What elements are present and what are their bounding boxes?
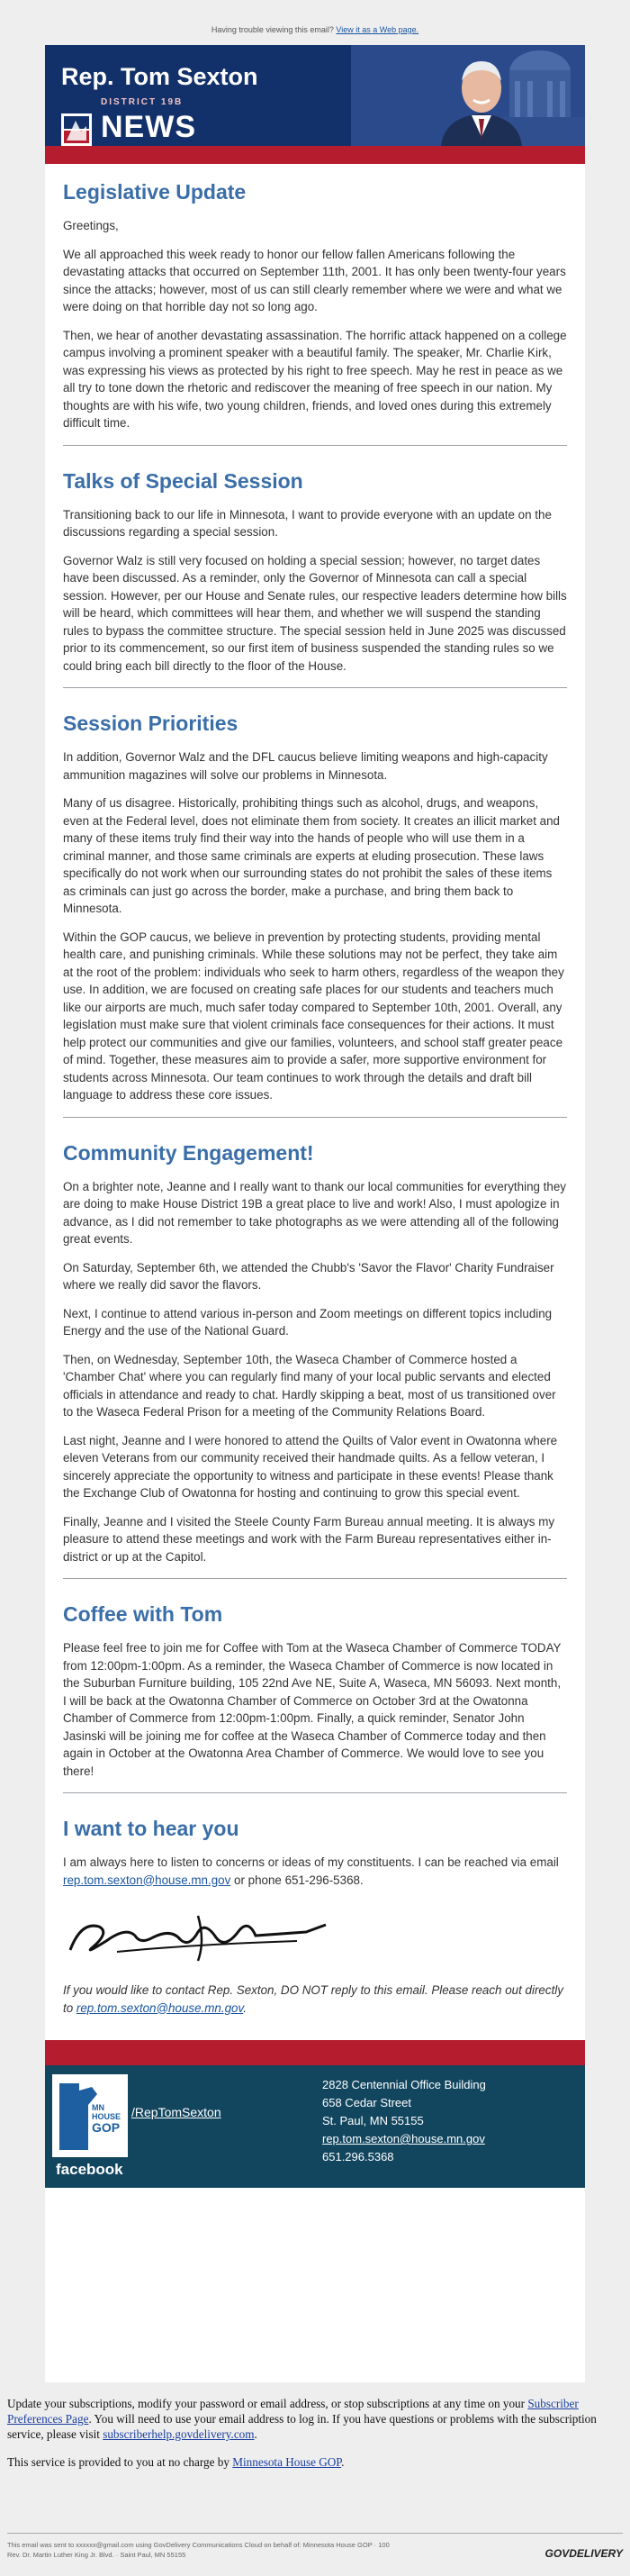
web-version-note: [0, 0, 630, 41]
fine-print-line: Rev. Dr. Martin Luther King Jr. Blvd. · Saint Paul, MN 55155: [7, 2551, 186, 2559]
paragraph: In addition, Governor Walz and the DFL caucus believe limiting weapons and high-capacity ammunition magazines will solve our problems in Minnesota.: [63, 750, 548, 782]
gop-logo-text: HOUSE: [92, 2112, 122, 2121]
subscription-text-part: .: [254, 2427, 257, 2441]
rep-portrait: [432, 50, 531, 146]
paragraph: Then, on Wednesday, September 10th, the Waseca Chamber of Commerce hosted a 'Chamber Chat' where you can regularly find many of your local public servants and elected officials in attendance and ready to chat. Hardly skipping a beat, most of us transitioned over to the Waseca Federal Prison for a meeting of the Community Relations Board.: [63, 1352, 556, 1419]
subscription-text-part: . You will need to use your email address to log in. If you have questions or problems with the subscription service, please visit: [7, 2412, 597, 2441]
subscription-footer: [0, 2396, 630, 2482]
subscription-text: [7, 2396, 623, 2442]
paragraph: Within the GOP caucus, we believe in prevention by protecting students, providing mental health care, and punishing criminals. While these solutions may not be perfect, they take aim at the root of the problem: individuals who seek to harm others, regardless of the weapon they use. In addition, we are focused on creating safe places for our students and teachers much like our airports are much, much safer today compared to September 10th, 2001. Overall, any legislation must make sure that violent criminals face consequences for their actions. It must help protect our communities and give our families, volunteers, and school staff greater peace of mind. Together, these measures aim to provide a safer, more supportive environment for students across Minnesota. Our team continues to work through the details and draft bill language to address these core issues.: [63, 930, 564, 1102]
footer-phone: 651.296.5368: [322, 2150, 394, 2163]
section-title: Talks of Special Session: [63, 468, 303, 493]
fine-print-line: This email was sent to xxxxxx@gmail.com using GovDelivery Communications Cloud on behalf of: Minnesota House GOP · 100: [7, 2541, 390, 2549]
header-red-bar: [45, 146, 585, 164]
web-version-text: Having trouble viewing this email?: [211, 25, 334, 34]
mn-house-gop-logo-icon: [52, 2074, 128, 2157]
section-title: I want to hear you: [63, 1817, 239, 1840]
gop-logo-text: MN: [92, 2103, 104, 2112]
section-coffee-with-tom: [63, 1602, 567, 1780]
facebook-label: facebook: [56, 2161, 123, 2178]
provider-text: [7, 2454, 623, 2470]
section-title: Coffee with Tom: [63, 1602, 223, 1626]
paragraph: Next, I continue to attend various in-person and Zoom meetings on different topics including Energy and the use of the National Guard.: [63, 1306, 553, 1338]
rep-name: Rep. Tom Sexton: [61, 63, 258, 90]
paragraph: Transitioning back to our life in Minnesota, I want to provide everyone with an update on the discussions regarding a special session.: [63, 507, 552, 539]
section-title: Session Priorities: [63, 712, 238, 735]
facebook-block[interactable]: [52, 2074, 128, 2182]
paragraph: Governor Walz is still very focused on holding a special session; however, no target dates have been discussed. As a reminder, only the Governor of Minnesota can call a special session. However, per our House and Senate rules, our respective leaders determine how bills will be heard, which committees will hear them, and whether we will suspend the standing rules to bypass the committee structure. The special session held in June 2025 was discussed prior to its commencement, so our first item of business suspended the standing rules so we could bring each bill directly to the floor of the House.: [63, 553, 567, 673]
district-label: DISTRICT 19B: [101, 97, 184, 107]
subscription-text-part: Update your subscriptions, modify your password or email address, or stop subscriptions at any time on your: [7, 2397, 528, 2410]
subscriber-help-link[interactable]: subscriberhelp.govdelivery.com: [103, 2427, 255, 2441]
reply-note-text: If you would like to contact Rep. Sexton, DO NOT reply to this email. Please reach out directly to: [63, 1983, 563, 2015]
paragraph: We all approached this week ready to honor our fellow fallen Americans following the devastating attacks that occurred on September 11th, 2001. It has only been twenty-four years since the attacks; however, most of us can still clearly remember where we were and what we were doing on that horrible day not so long ago.: [63, 247, 566, 313]
govdelivery-logo[interactable]: GOVDELIVERY: [544, 2547, 623, 2560]
contact-paragraph: [63, 1854, 567, 1889]
gop-logo-text: GOP: [92, 2120, 121, 2135]
footer-contact-block: [45, 2065, 585, 2188]
address-line: St. Paul, MN 55155: [322, 2114, 424, 2127]
address-line: 658 Cedar Street: [322, 2096, 412, 2109]
address-line: 2828 Centennial Office Building: [322, 2078, 486, 2091]
reply-note: [63, 1982, 567, 2017]
mn-house-gop-link[interactable]: Minnesota House GOP: [232, 2455, 342, 2469]
section-special-session: [63, 469, 567, 676]
contact-text: I am always here to listen to concerns or ideas of my constituents. I can be reached via email: [63, 1855, 559, 1869]
paragraph: Many of us disagree. Historically, prohibiting things such as alcohol, drugs, and weapons, even at the Federal level, does not eliminate them from society. It creates an illicit market and many of these items truly find their way into the hands of people who will use them in a criminal manner, and those same criminals are experts at eluding prosecution. These laws specifically do not work when our surrounding states do not prohibit the sales of these items as criminals can just go across the border, make a purchase, and bring them back to Minnesota.: [63, 796, 561, 915]
section-divider: [63, 1117, 567, 1118]
newsletter-card: [45, 45, 585, 2382]
paragraph: On Saturday, September 6th, we attended the Chubb's 'Savor the Flavor' Charity Fundraiser where we really did savor the flavors.: [63, 1260, 554, 1292]
bottom-divider: [7, 2533, 623, 2534]
reply-note-text: .: [243, 2000, 247, 2015]
fine-print: [7, 2540, 511, 2560]
footer-email-link[interactable]: rep.tom.sexton@house.mn.gov: [322, 2132, 485, 2145]
footer-red-bar: [45, 2040, 585, 2065]
section-legislative-update: [63, 164, 567, 432]
news-label: NEWS: [101, 110, 196, 144]
provider-text-part: .: [341, 2455, 345, 2469]
paragraph: Please feel free to join me for Coffee with Tom at the Waseca Chamber of Commerce TODAY from 12:00pm-1:00pm. As a reminder, the Waseca Chamber of Commerce is now located in the Suburban Furniture building, 105 22nd Ave NE, Suite A, Waseca, MN 56093. Next month, I will be back at the Owatonna Chamber of Commerce on October 3rd at the Owatonna Chamber of Commerce from 12:00pm-1:00pm. Finally, a quick reminder, Senator John Jasinski will be joining me for coffee at the Waseca Chamber of Commerce today and then again in October at the Owatonna Area Chamber of Commerce. We would love to see you there!: [63, 1641, 562, 1778]
office-address: [322, 2076, 486, 2166]
paragraph: On a brighter note, Jeanne and I really want to thank our local communities for everything they are doing to make House District 19B a great place to live and work! Also, I must apologize in advance, as I did not remember to take photographs as we were attending all of the following great events.: [63, 1179, 566, 1246]
contact-text: or phone 651-296-5368.: [230, 1873, 364, 1887]
section-session-priorities: [63, 712, 567, 1104]
greeting: Greetings,: [63, 219, 119, 232]
paragraph: Then, we hear of another devastating assassination. The horrific attack happened on a college campus involving a prominent speaker with a beautiful family. The speaker, Mr. Charlie Kirk, was expressing his views as protected by his right to free speech. May he rest in peace as we all try to tone down the rhetoric and rediscover the meaning of free speech in our nation. My thoughts are with his wife, two young children, friends, and loved ones during this extremely difficult time.: [63, 328, 567, 430]
newsletter-body: [45, 164, 585, 2017]
subscriber-preferences-link[interactable]: Subscriber Preferences Page: [7, 2397, 579, 2426]
paragraph: Finally, Jeanne and I visited the Steele County Farm Bureau annual meeting. It is always my pleasure to attend these meetings and work with the Farm Bureau representatives either in-district or up at the Capitol.: [63, 1514, 555, 1564]
provider-text-part: This service is provided to you at no charge by: [7, 2455, 233, 2469]
section-divider: [63, 445, 567, 446]
section-divider: [63, 687, 567, 688]
section-title: Community Engagement!: [63, 1140, 314, 1165]
section-title: Legislative Update: [63, 180, 247, 204]
section-community-engagement: [63, 1141, 567, 1566]
facebook-handle-link[interactable]: /RepTomSexton: [131, 2105, 221, 2119]
section-divider: [63, 1792, 567, 1793]
email-link-2[interactable]: rep.tom.sexton@house.mn.gov: [76, 2000, 244, 2015]
signature-image: [63, 1905, 333, 1968]
email-link[interactable]: rep.tom.sexton@house.mn.gov: [63, 1873, 231, 1887]
mn-house-logo-icon: [61, 113, 92, 146]
section-divider: [63, 1578, 567, 1579]
paragraph: Last night, Jeanne and I were honored to attend the Quilts of Valor event in Owatonna where eleven Veterans from our community received their handmade quilts. As a fellow veteran, I sincerely appreciate the opportunity to witness and participate in these events! Please thank the Exchange Club of Owatonna for hosting and continuing to grow this special event.: [63, 1433, 558, 1500]
newsletter-header: [45, 45, 585, 164]
web-version-link[interactable]: View it as a Web page.: [336, 25, 419, 34]
section-contact: [63, 1817, 567, 2017]
